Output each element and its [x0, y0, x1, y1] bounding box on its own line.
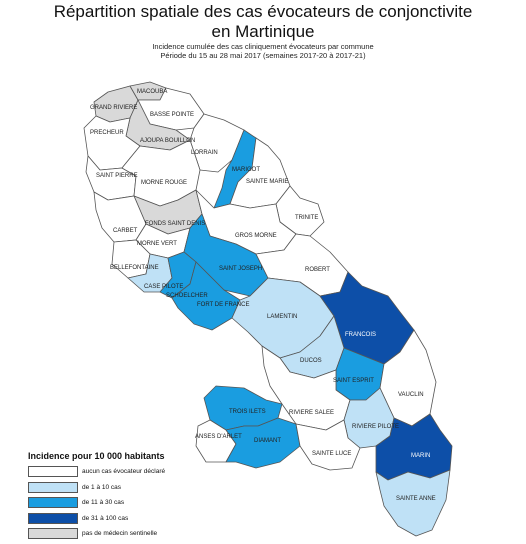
label-schoelcher: SCHOELCHER	[166, 293, 208, 299]
label-fonds-saint-denis: FONDS SAINT DENIS	[145, 221, 206, 227]
label-sainte-anne: SAINTE ANNE	[396, 496, 436, 502]
legend-items	[28, 464, 228, 542]
label-lamentin: LAMENTIN	[267, 314, 298, 320]
legend-label: aucun cas évocateur déclaré	[82, 468, 166, 476]
label-sainte-marie: SAINTE MARIE	[246, 179, 289, 185]
map-title-line1: Répartition spatiale des cas évocateurs de conjonctivite	[53, 2, 473, 21]
label-macouba: MACOUBA	[137, 89, 168, 95]
legend-swatch	[28, 513, 78, 524]
legend-swatch	[28, 482, 78, 493]
label-trinite: TRINITE	[295, 215, 319, 221]
label-sainte-luce: SAINTE LUCE	[312, 451, 352, 457]
legend-item	[28, 526, 228, 542]
label-lorrain: LORRAIN	[191, 150, 218, 156]
legend-label: de 11 à 30 cas	[82, 499, 125, 507]
label-riviere-salee: RIVIERE SALEE	[289, 410, 335, 416]
label-francois: FRANCOIS	[345, 332, 377, 338]
label-ajoupa-bouillon: AJOUPA BOUILLON	[140, 138, 196, 144]
label-fort-de-france: FORT DE FRANCE	[197, 302, 250, 308]
legend-label: de 1 à 10 cas	[82, 483, 122, 491]
legend-label: pas de médecin sentinelle	[82, 530, 158, 538]
legend-item	[28, 464, 228, 480]
legend-item	[28, 511, 228, 527]
label-anses-darlet: ANSES D'ARLET	[195, 434, 242, 440]
map-title-line2: en Martinique	[211, 22, 315, 41]
label-robert: ROBERT	[305, 267, 330, 273]
label-bellefontaine: BELLEFONTAINE	[110, 265, 159, 271]
legend-item	[28, 495, 228, 511]
label-marigot: MARIGOT	[232, 167, 260, 173]
legend-label: de 31 à 100 cas	[82, 514, 129, 522]
label-carbet: CARBET	[113, 228, 138, 234]
label-saint-pierre: SAINT PIERRE	[96, 173, 138, 179]
label-riviere-pilote: RIVIERE PILOTE	[352, 424, 400, 430]
label-gros-morne: GROS MORNE	[235, 233, 277, 239]
commune-sainte-anne	[376, 470, 450, 536]
label-saint-esprit: SAINT ESPRIT	[333, 378, 374, 384]
legend-swatch	[28, 497, 78, 508]
legend-swatch	[28, 466, 78, 477]
label-case-pilote: CASE PILOTE	[144, 284, 184, 290]
label-marin: MARIN	[411, 453, 431, 459]
label-precheur: PRECHEUR	[90, 130, 124, 136]
map-subtitle-line1: Incidence cumulée des cas cliniquement évocateurs par commune	[152, 42, 374, 51]
map-subtitle-line2: Période du 15 au 28 mai 2017 (semaines 2017-20 à 2017-21)	[160, 51, 366, 60]
legend-title: Incidence pour 10 000 habitants	[28, 451, 165, 461]
label-basse-pointe: BASSE POINTE	[150, 112, 195, 118]
label-morne-vert: MORNE VERT	[137, 241, 177, 247]
label-vauclin: VAUCLIN	[398, 392, 424, 398]
label-diamant: DIAMANT	[254, 438, 281, 444]
label-trois-ilets: TROIS ILETS	[229, 409, 266, 415]
label-morne-rouge: MORNE ROUGE	[141, 180, 188, 186]
legend-swatch	[28, 528, 78, 539]
map-legend	[28, 451, 228, 542]
label-grand-riviere: GRAND RIVIERE	[90, 105, 138, 111]
legend-item	[28, 480, 228, 496]
label-ducos: DUCOS	[300, 358, 322, 364]
label-saint-joseph: SAINT JOSEPH	[219, 266, 263, 272]
